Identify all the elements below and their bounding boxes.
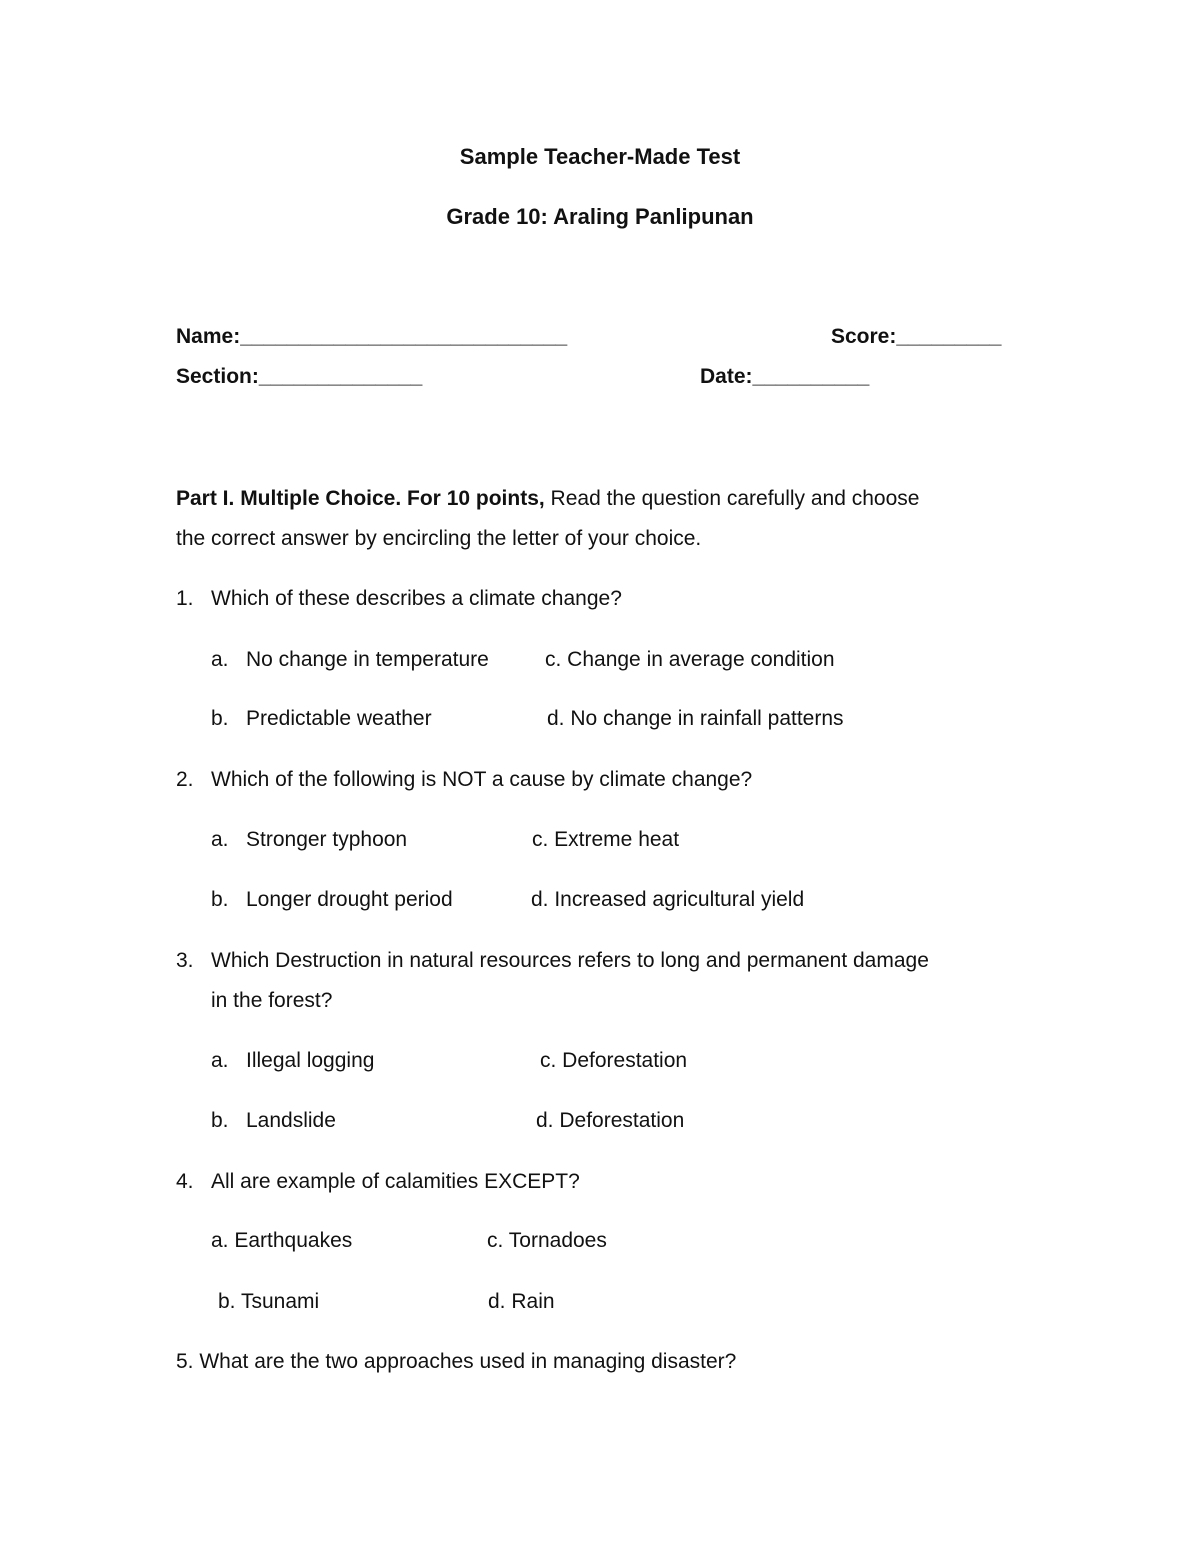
option-b: b. Tsunami [218,1290,320,1313]
question-number: 2. [176,768,194,791]
document-subtitle: Grade 10: Araling Panlipunan [446,204,754,229]
option-d: d. No change in rainfall patterns [547,707,844,730]
option-letter: b. [211,1109,229,1132]
option-b: Landslide [246,1109,336,1132]
option-d: d. Increased agricultural yield [531,888,805,911]
question-text: Which of these describes a climate change? [211,587,622,610]
name-field: Name:____________________________ [176,325,568,348]
question-text: Which Destruction in natural resources refers to long and permanent damage [211,949,929,972]
option-a: Illegal logging [246,1049,375,1072]
part1-heading: Part I. Multiple Choice. For 10 points, [176,487,545,510]
part1-instructions-line2: the correct answer by encircling the letter of your choice. [176,527,702,550]
question-text: All are example of calamities EXCEPT? [211,1170,580,1193]
option-c: c. Extreme heat [532,828,680,851]
option-letter: b. [211,888,229,911]
option-a: a. Earthquakes [211,1229,353,1252]
question-text: 5. What are the two approaches used in managing disaster? [176,1350,737,1373]
date-field: Date:__________ [700,365,870,388]
option-d: d. Deforestation [536,1109,685,1132]
option-c: c. Change in average condition [545,648,835,671]
question-text-continued: in the forest? [211,989,333,1012]
question-number: 1. [176,587,194,610]
part1-instructions [176,488,919,509]
option-letter: a. [211,648,229,671]
option-a: Stronger typhoon [246,828,408,851]
option-a: No change in temperature [246,648,489,671]
option-b: Longer drought period [246,888,453,911]
question-number: 3. [176,949,194,972]
option-letter: a. [211,1049,229,1072]
question-text: Which of the following is NOT a cause by climate change? [211,768,753,791]
option-letter: a. [211,828,229,851]
option-c: c. Deforestation [540,1049,688,1072]
section-field: Section:______________ [176,365,423,388]
document-title: Sample Teacher-Made Test [459,144,741,169]
part1-instructions-line1: Read the question carefully and choose [544,487,920,510]
option-letter: b. [211,707,229,730]
option-d: d. Rain [488,1290,555,1313]
question-number: 4. [176,1170,194,1193]
option-b: Predictable weather [246,707,432,730]
option-c: c. Tornadoes [487,1229,607,1252]
score-field: Score:_________ [831,325,1002,348]
